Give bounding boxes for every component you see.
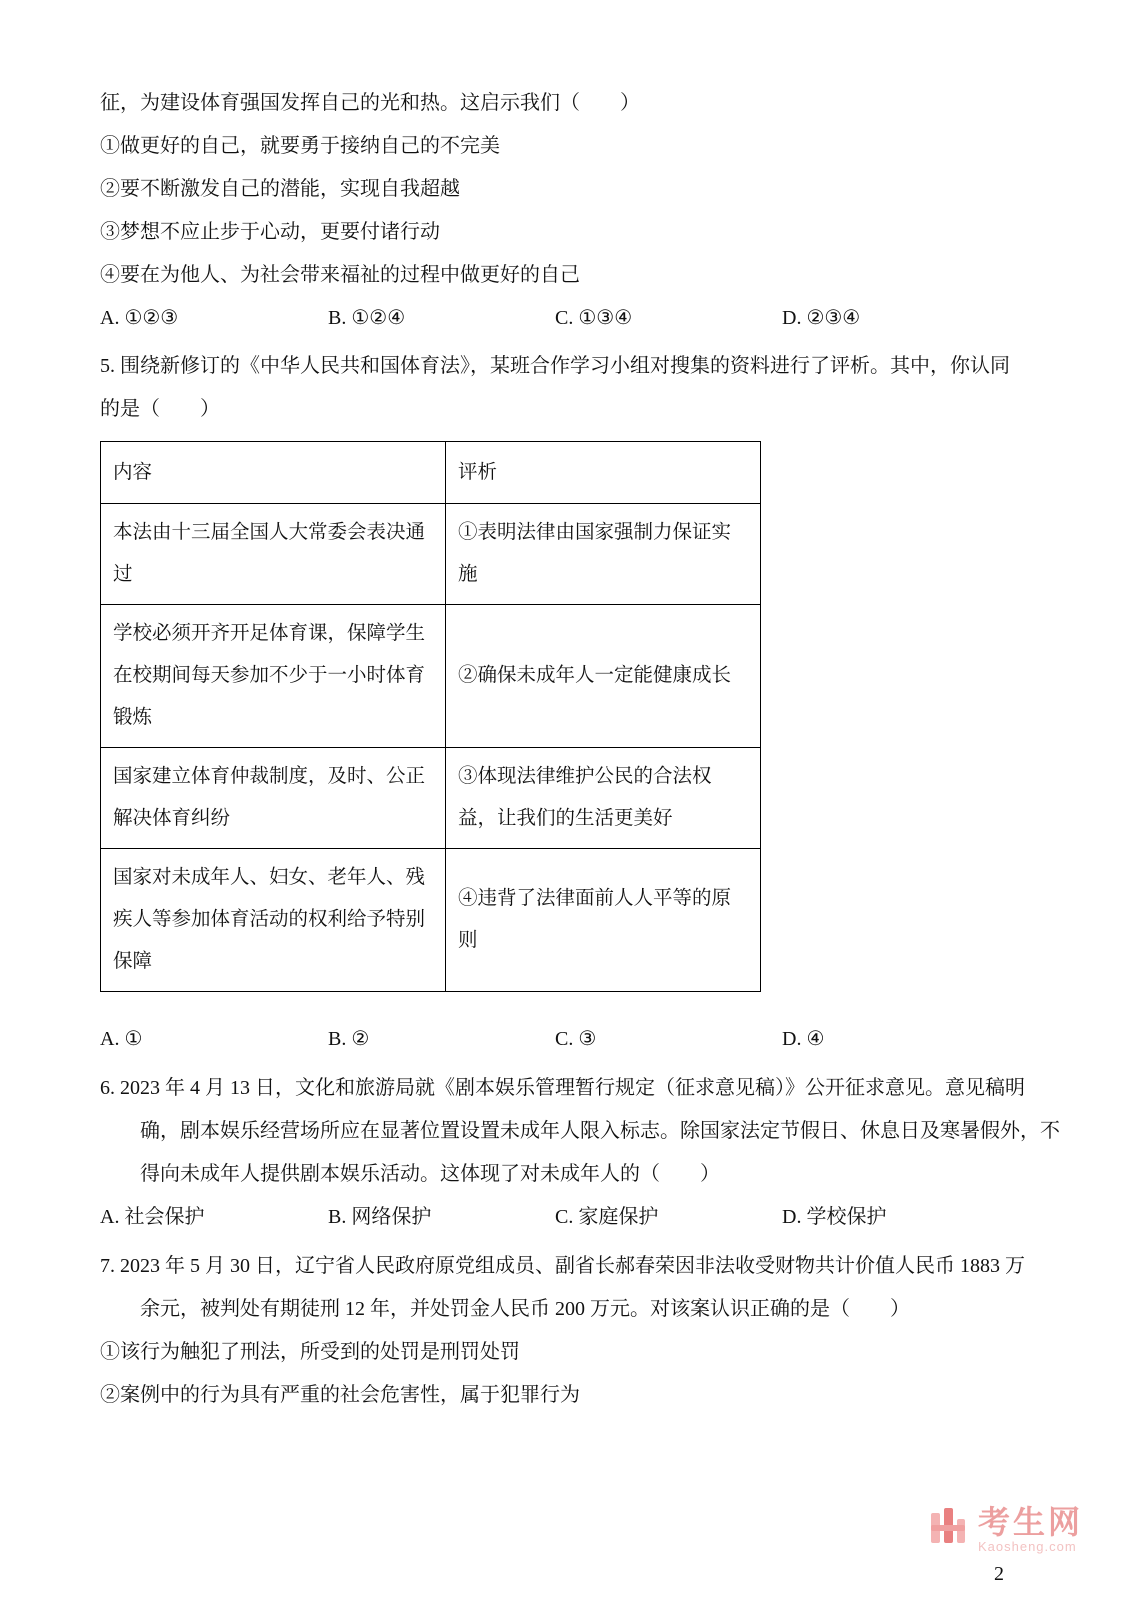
q6-stem-line-1: 6. 2023 年 4 月 13 日，文化和旅游局就《剧本娱乐管理暂行规定（征求意见稿）》公开征求意见。意见稿明 bbox=[100, 1077, 1025, 1099]
q4-item-2: ②要不断激发自己的潜能，实现自我超越 bbox=[100, 178, 460, 200]
page-number: 2 bbox=[994, 1563, 1004, 1585]
q4-option-b: B. ①②④ bbox=[328, 307, 406, 329]
q5-options bbox=[100, 1018, 1035, 1061]
q7-item-2: ②案例中的行为具有严重的社会危害性，属于犯罪行为 bbox=[100, 1384, 580, 1406]
q5-row2-analysis: ②确保未成年人一定能健康成长 bbox=[446, 605, 761, 748]
q5-row3-content: 国家建立体育仲裁制度，及时、公正解决体育纠纷 bbox=[101, 748, 446, 849]
q4-option-d: D. ②③④ bbox=[782, 307, 861, 329]
q5-row4-analysis: ④违背了法律面前人人平等的原则 bbox=[446, 849, 761, 992]
q4-options bbox=[100, 297, 1035, 340]
watermark-name: 考生网 bbox=[977, 1503, 1083, 1540]
q7-stem-line-2: 余元，被判处有期徒刑 12 年，并处罚金人民币 200 万元。对该案认识正确的是（ ） bbox=[140, 1298, 910, 1320]
q4-item-1: ①做更好的自己，就要勇于接纳自己的不完美 bbox=[100, 135, 500, 157]
q5-row3-analysis: ③体现法律维护公民的合法权益，让我们的生活更美好 bbox=[446, 748, 761, 849]
q5-table-header-row bbox=[101, 442, 761, 504]
q5-row2-content: 学校必须开齐开足体育课，保障学生在校期间每天参加不少于一小时体育锻炼 bbox=[101, 605, 446, 748]
q5-table-header-analysis: 评析 bbox=[446, 442, 761, 504]
q5-table-row-1 bbox=[101, 504, 761, 605]
q5-table-row-3 bbox=[101, 748, 761, 849]
watermark-domain: Kaosheng.com bbox=[977, 1538, 1077, 1554]
exam-content bbox=[100, 82, 1060, 1417]
watermark-text bbox=[978, 1505, 1083, 1554]
q5-stem-line-1: 5. 围绕新修订的《中华人民共和国体育法》，某班合作学习小组对搜集的资料进行了评析。其中，你认同 bbox=[100, 355, 1010, 377]
q6-stem-line-3: 得向未成年人提供剧本娱乐活动。这体现了对未成年人的（ ） bbox=[140, 1163, 720, 1185]
q6-option-c: C. 家庭保护 bbox=[555, 1206, 659, 1228]
kaosheng-logo-icon bbox=[926, 1505, 970, 1554]
q5-stem-line-2: 的是（ ） bbox=[100, 398, 220, 420]
q4-item-4: ④要在为他人、为社会带来福祉的过程中做更好的自己 bbox=[100, 264, 580, 286]
kaosheng-watermark bbox=[926, 1505, 1083, 1554]
q6-stem-line-2: 确，剧本娱乐经营场所应在显著位置设置未成年人限入标志。除国家法定节假日、休息日及寒暑假外，不 bbox=[140, 1120, 1060, 1142]
q5-table-header-content: 内容 bbox=[101, 442, 446, 504]
q5-row1-analysis: ①表明法律由国家强制力保证实施 bbox=[446, 504, 761, 605]
q7-stem-line-1: 7. 2023 年 5 月 30 日，辽宁省人民政府原党组成员、副省长郝春荣因非法收受财物共计价值人民币 1883 万 bbox=[100, 1255, 1025, 1277]
q4-item-3: ③梦想不应止步于心动，更要付诸行动 bbox=[100, 221, 440, 243]
q5-table-row-4 bbox=[101, 849, 761, 992]
q4-option-a: A. ①②③ bbox=[100, 307, 179, 329]
q4-option-c: C. ①③④ bbox=[555, 307, 633, 329]
q5-option-a: A. ① bbox=[100, 1028, 143, 1050]
q7-item-1: ①该行为触犯了刑法，所受到的处罚是刑罚处罚 bbox=[100, 1341, 520, 1363]
q4-stem: 征，为建设体育强国发挥自己的光和热。这启示我们（ ） bbox=[100, 92, 640, 114]
q6-option-b: B. 网络保护 bbox=[328, 1206, 432, 1228]
q5-row4-content: 国家对未成年人、妇女、老年人、残疾人等参加体育活动的权利给予特别保障 bbox=[101, 849, 446, 992]
q6-option-d: D. 学校保护 bbox=[782, 1206, 887, 1228]
q5-table-row-2 bbox=[101, 605, 761, 748]
q6-option-a: A. 社会保护 bbox=[100, 1206, 205, 1228]
q5-table bbox=[100, 441, 761, 992]
q5-option-d: D. ④ bbox=[782, 1028, 825, 1050]
q5-row1-content: 本法由十三届全国人大常委会表决通过 bbox=[101, 504, 446, 605]
q6-options bbox=[100, 1196, 1035, 1239]
q5-option-b: B. ② bbox=[328, 1028, 370, 1050]
q5-option-c: C. ③ bbox=[555, 1028, 597, 1050]
